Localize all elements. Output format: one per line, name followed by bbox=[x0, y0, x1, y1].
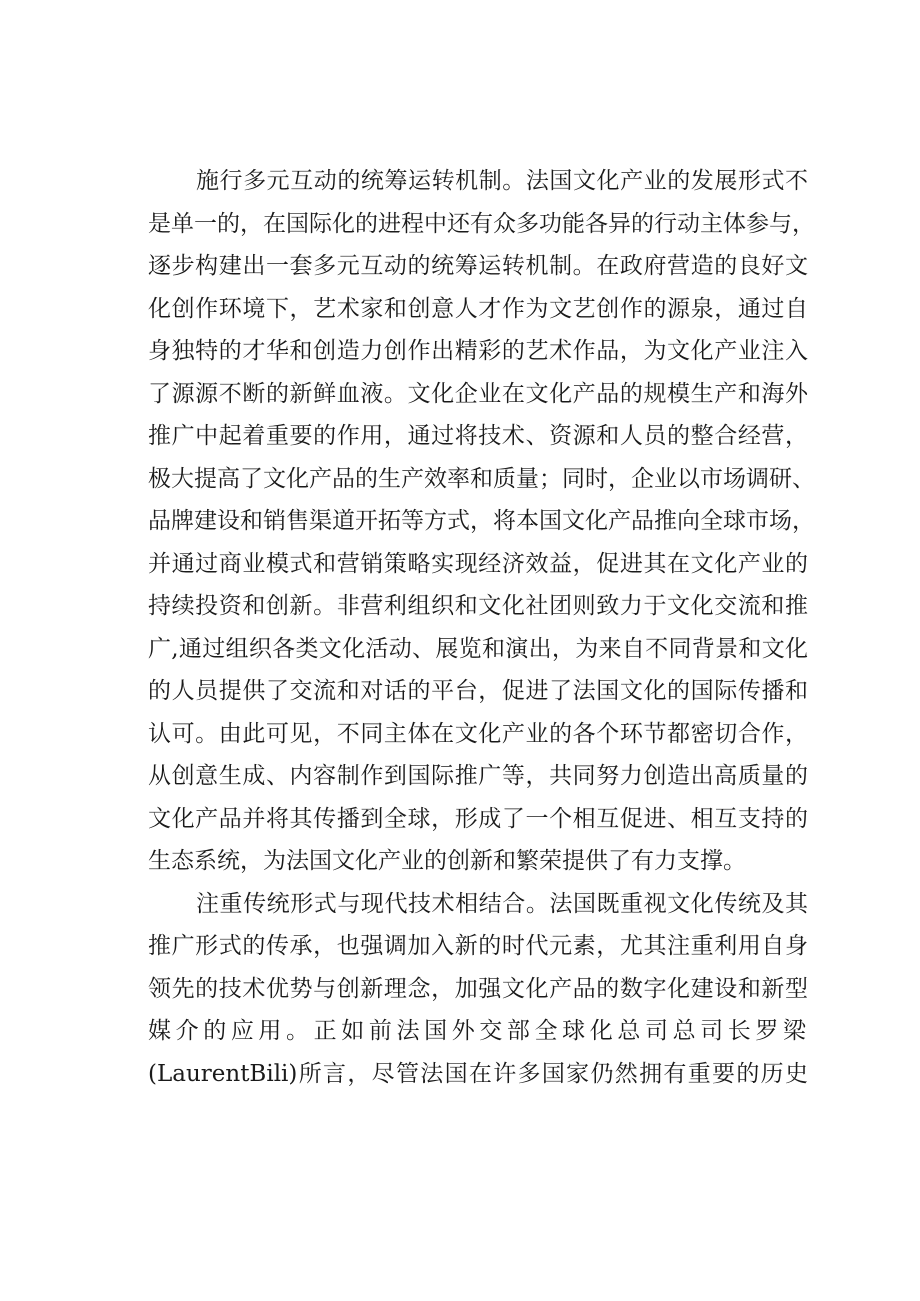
paragraph-1-line-3: 逐步构建出一套多元互动的统筹运转机制。在政府营造的良好文 bbox=[148, 253, 808, 279]
paragraph-1-line-15: 从创意生成、内容制作到国际推广等，共同努力创造出高质量的 bbox=[148, 763, 808, 789]
paragraph-1-line-2: 是单一的，在国际化的进程中还有众多功能各异的行动主体参与， bbox=[148, 210, 815, 237]
paragraph-2-line-5: (LaurentBili)所言，尽管法国在许多国家仍然拥有重要的历史 bbox=[148, 1060, 808, 1087]
paragraph-1-line-10: 并通过商业模式和营销策略实现经济效益，促进其在文化产业的 bbox=[148, 550, 808, 577]
paragraph-2-line-3: 领先的技术优势与创新理念，加强文化产品的数字化建设和新型 bbox=[148, 975, 808, 1002]
paragraph-1-line-14: 认可。由此可见，不同主体在文化产业的各个环节都密切合作， bbox=[148, 720, 808, 747]
paragraph-2-line-1: 注重传统形式与现代技术相结合。法国既重视文化传统及其 bbox=[196, 890, 808, 917]
paragraph-1-line-12: 广,通过组织各类文化活动、展览和演出，为来自不同背景和文化 bbox=[148, 635, 808, 662]
paragraph-1-line-1: 施行多元互动的统筹运转机制。法国文化产业的发展形式不 bbox=[196, 168, 808, 194]
paragraph-2-line-2: 推广形式的传承，也强调加入新的时代元素，尤其注重利用自身 bbox=[148, 933, 808, 959]
paragraph-1-line-7: 推广中起着重要的作用，通过将技术、资源和人员的整合经营， bbox=[148, 423, 808, 449]
paragraph-1-line-6: 了源源不断的新鲜血液。文化企业在文化产品的规模生产和海外 bbox=[148, 380, 808, 407]
paragraph-2-line-4: 媒介的应用。正如前法国外交部全球化总司总司长罗梁 bbox=[148, 1018, 808, 1044]
paragraph-1-line-8: 极大提高了文化产品的生产效率和质量；同时，企业以市场调研、 bbox=[148, 465, 815, 492]
paragraph-1-line-9: 品牌建设和销售渠道开拓等方式，将本国文化产品推向全球市场， bbox=[148, 508, 815, 534]
paragraph-1-line-16: 文化产品并将其传播到全球，形成了一个相互促进、相互支持的 bbox=[148, 805, 808, 832]
paragraph-1-line-17: 生态系统，为法国文化产业的创新和繁荣提供了有力支撑。 bbox=[148, 848, 746, 874]
paragraph-1-line-4: 化创作环境下，艺术家和创意人才作为文艺创作的源泉，通过自 bbox=[148, 295, 808, 322]
paragraph-1-line-5: 身独特的才华和创造力创作出精彩的艺术作品，为文化产业注入 bbox=[148, 338, 808, 364]
paragraph-1-line-13: 的人员提供了交流和对话的平台，促进了法国文化的国际传播和 bbox=[148, 678, 808, 704]
paragraph-1-line-11: 持续投资和创新。非营利组织和文化社团则致力于文化交流和推 bbox=[148, 593, 808, 619]
body-text bbox=[148, 160, 815, 1095]
